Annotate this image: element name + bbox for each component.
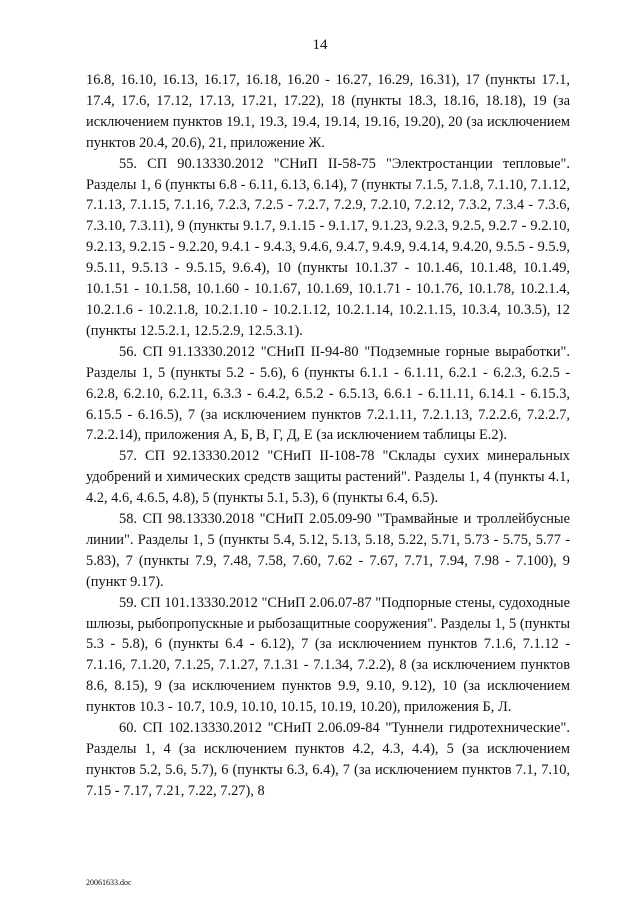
footer-file-name: 20061633.doc <box>86 878 132 887</box>
paragraph-item-56: 56. СП 91.13330.2012 "СНиП II-94-80 "Подземные горные выработки". Разделы 1, 5 (пункты 5.2 - 5.6), 6 (пункты 6.1.1 - 6.1.11, 6.2.1 - 6.2.3, 6.2.5 - 6.2.8, 6.2.10, 6.2.11, 6.3.3 - 6.4.2, 6.5.2 - 6.5.13, 6.6.1 - 6.11.11, 6.14.1 - 6.15.3, 6.15.5 - 6.16.5), 7 (за исключением пунктов 7.2.1.11, 7.2.1.13, 7.2.2.6, 7.2.2.7, 7.2.2.14), приложения А, Б, В, Г, Д, Е (за исключением таблицы Е.2). <box>86 343 570 444</box>
paragraph-item-57: 57. СП 92.13330.2012 "СНиП II-108-78 "Склады сухих минеральных удобрений и химических средств защиты растений". Разделы 1, 4 (пункты 4.1, 4.2, 4.6, 4.6.5, 4.8), 5 (пункты 5.1, 5.3), 6 (пункты 6.4, 6.5). <box>86 448 570 507</box>
paragraph-item-55: 55. СП 90.13330.2012 "СНиП II-58-75 "Электростанции тепловые". Разделы 1, 6 (пункты 6.8 - 6.11, 6.13, 6.14), 7 (пункты 7.1.5, 7.1.8, 7.1.10, 7.1.12, 7.1.13, 7.1.15, 7.1.16, 7.2.3, 7.2.5 - 7.2.7, 7.2.9, 7.2.10, 7.2.12, 7.3.2, 7.3.4 - 7.3.6, 7.3.10, 7.3.11), 9 (пункты 9.1.7, 9.1.15 - 9.1.17, 9.1.23, 9.2.3, 9.2.5, 9.2.7 - 9.2.10, 9.2.13, 9.2.15 - 9.2.20, 9.4.1 - 9.4.3, 9.4.6, 9.4.7, 9.4.9, 9.4.14, 9.4.20, 9.5.5 - 9.5.9, 9.5.11, 9.5.13 - 9.5.15, 9.6.4), 10 (пункты 10.1.37 - 10.1.46, 10.1.48, 10.1.49, 10.1.51 - 10.1.58, 10.1.60 - 10.1.67, 10.1.69, 10.1.71 - 10.1.76, 10.1.78, 10.2.1.4, 10.2.1.6 - 10.2.1.8, 10.2.1.10 - 10.2.1.12, 10.2.1.14, 10.2.1.15, 10.3.4, 10.3.5), 12 (пункты 12.5.2.1, 12.5.2.9, 12.5.3.1). <box>86 155 570 339</box>
paragraph-continuation: 16.8, 16.10, 16.13, 16.17, 16.18, 16.20 - 16.27, 16.29, 16.31), 17 (пункты 17.1, 17.4, 17.6, 17.12, 17.13, 17.21, 17.22), 18 (пункты 18.3, 18.16, 18.18), 19 (за исключением пунктов 19.1, 19.3, 19.4, 19.14, 19.16, 19.20), 20 (за исключением пунктов 20.4, 20.6), 21, приложение Ж. <box>86 72 570 151</box>
paragraph-item-59: 59. СП 101.13330.2012 "СНиП 2.06.07-87 "Подпорные стены, судоходные шлюзы, рыбопропускные и рыбозащитные сооружения". Разделы 1, 5 (пункты 5.3 - 5.8), 6 (пункты 6.4 - 6.12), 7 (за исключением пунктов 7.1.6, 7.1.12 - 7.1.16, 7.1.20, 7.1.25, 7.1.27, 7.1.31 - 7.1.34, 7.2.2), 8 (за исключением пунктов 8.6, 8.15), 9 (за исключением пунктов 9.9, 9.10, 9.12), 10 (за исключением пунктов 10.3 - 10.7, 10.9, 10.10, 10.15, 10.19, 10.20), приложения Б, Л. <box>86 594 570 716</box>
document-body <box>86 70 570 802</box>
page-number: 14 <box>312 37 328 53</box>
paragraph-item-60: 60. СП 102.13330.2012 "СНиП 2.06.09-84 "Туннели гидротехнические". Разделы 1, 4 (за исключением пунктов 4.2, 4.3, 4.4), 5 (за исключением пунктов 5.2, 5.6, 5.7), 6 (пункты 6.3, 6.4), 7 (за исключением пунктов 7.1, 7.10, 7.15 - 7.17, 7.21, 7.22, 7.27), 8 <box>86 720 570 799</box>
paragraph-item-58: 58. СП 98.13330.2018 "СНиП 2.05.09-90 "Трамвайные и троллейбусные линии". Разделы 1, 5 (пункты 5.4, 5.12, 5.13, 5.18, 5.22, 5.71, 5.73 - 5.75, 5.77 - 5.83), 7 (пункты 7.9, 7.48, 7.58, 7.60, 7.62 - 7.67, 7.71, 7.94, 7.98 - 7.100), 9 (пункт 9.17). <box>86 511 570 590</box>
